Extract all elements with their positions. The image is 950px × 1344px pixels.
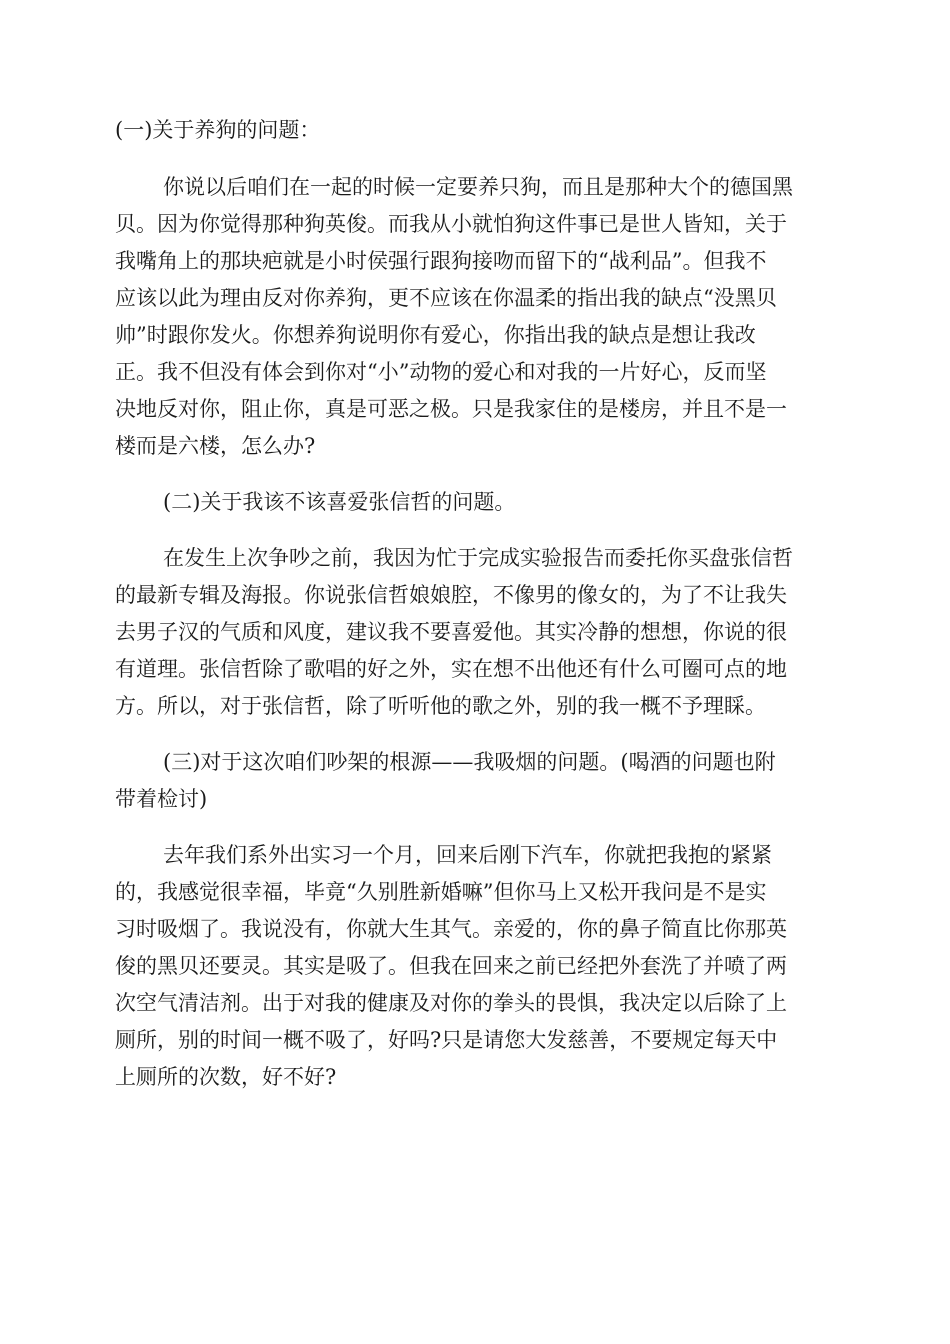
paragraph-dog <box>115 169 835 465</box>
document-body <box>115 112 835 1115</box>
paragraph-line: 去男子汉的气质和风度，建议我不要喜爱他。其实冷静的想想，你说的很 <box>115 620 787 644</box>
paragraph-line: 去年我们系外出实习一个月，回来后刚下汽车，你就把我抱的紧紧 <box>163 843 772 867</box>
paragraph-line: 楼而是六楼，怎么办? <box>115 434 316 458</box>
paragraph-line: 俊的黑贝还要灵。其实是吸了。但我在回来之前已经把外套洗了并喷了两 <box>115 954 787 978</box>
paragraph-smoking <box>115 837 835 1096</box>
paragraph-singer <box>115 540 835 725</box>
section-heading-1 <box>115 112 835 149</box>
section-heading-3 <box>115 744 835 818</box>
paragraph-line: 你说以后咱们在一起的时候一定要养只狗，而且是那种大个的德国黑 <box>163 175 793 199</box>
paragraph-line: 有道理。张信哲除了歌唱的好之外，实在想不出他还有什么可圈可点的地 <box>115 657 787 681</box>
paragraph-line: 的，我感觉很幸福，毕竟“久别胜新婚嘛”但你马上又松开我问是不是实 <box>115 880 767 904</box>
paragraph-line: 上厕所的次数，好不好? <box>115 1065 337 1089</box>
heading-line: (二)关于我该不该喜爱张信哲的问题。 <box>163 490 516 514</box>
paragraph-line: 次空气清洁剂。出于对我的健康及对你的拳头的畏惧，我决定以后除了上 <box>115 991 787 1015</box>
paragraph-line: 厕所，别的时间一概不吸了，好吗?只是请您大发慈善，不要规定每天中 <box>115 1028 778 1052</box>
paragraph-line: 我嘴角上的那块疤就是小时侯强行跟狗接吻而留下的“战利品”。但我不 <box>115 249 767 273</box>
paragraph-line: 的最新专辑及海报。你说张信哲娘娘腔，不像男的像女的，为了不让我失 <box>115 583 787 607</box>
paragraph-line: 在发生上次争吵之前，我因为忙于完成实验报告而委托你买盘张信哲 <box>163 546 793 570</box>
paragraph-line: 方。所以，对于张信哲，除了听听他的歌之外，别的我一概不予理睬。 <box>115 694 766 718</box>
paragraph-line: 习时吸烟了。我说没有，你就大生其气。亲爱的，你的鼻子简直比你那英 <box>115 917 787 941</box>
paragraph-line: 决地反对你，阻止你，真是可恶之极。只是我家住的是楼房，并且不是一 <box>115 397 787 421</box>
paragraph-line: 正。我不但没有体会到你对“小”动物的爱心和对我的一片好心，反而坚 <box>115 360 767 384</box>
paragraph-line: 应该以此为理由反对你养狗，更不应该在你温柔的指出我的缺点“没黑贝 <box>115 286 777 310</box>
heading-line: (一)关于养狗的问题： <box>115 118 321 142</box>
heading-line: 带着检讨) <box>115 787 208 811</box>
section-heading-2 <box>115 484 835 521</box>
heading-line: (三)对于这次咱们吵架的根源——我吸烟的问题。(喝酒的问题也附 <box>163 750 776 774</box>
paragraph-line: 贝。因为你觉得那种狗英俊。而我从小就怕狗这件事已是世人皆知，关于 <box>115 212 787 236</box>
paragraph-line: 帅”时跟你发火。你想养狗说明你有爱心，你指出我的缺点是想让我改 <box>115 323 756 347</box>
